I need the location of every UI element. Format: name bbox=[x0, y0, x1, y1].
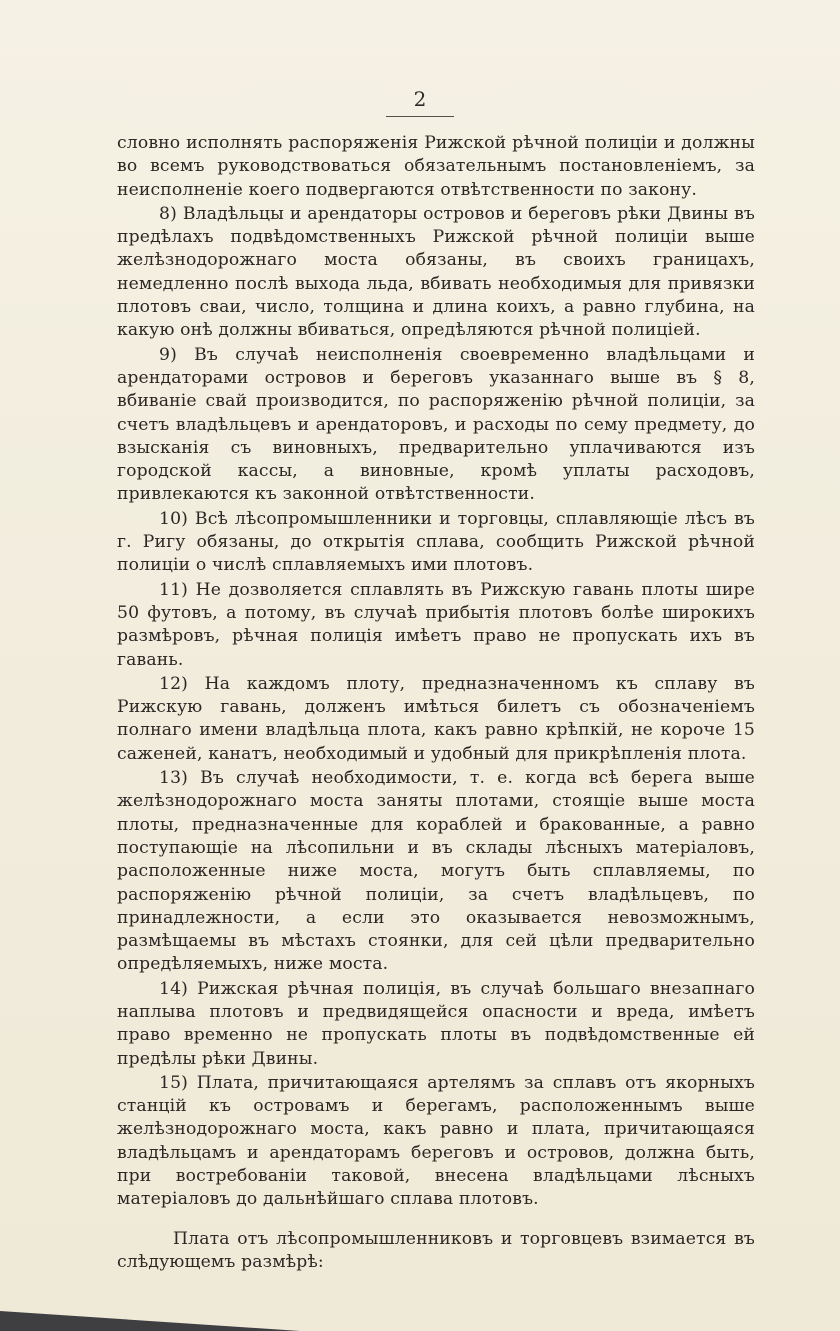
paragraph-13: 13) Въ случаѣ необходимости, т. е. когда всѣ берега выше желѣзнодорожнаго моста заняты плотами, стоящіе выше моста плоты, предназначенные для кораблей и бракованные, а равно поступающіе на лѣсопильни и въ склады лѣсныхъ матеріаловъ, расположенные ниже моста, могутъ быть сплавляемы, по распоряженію рѣчной полиціи, за счетъ владѣльцевъ, по принадлежности, а если это оказывается невозможнымъ, размѣщаемы въ мѣстахъ стоянки, для сей цѣли предварительно опредѣляемыхъ, ниже моста. bbox=[117, 768, 755, 975]
paragraph-11: 11) Не дозволяется сплавлять въ Рижскую гавань плоты шире 50 футовъ, а потому, въ случаѣ прибытія плотовъ болѣе широкихъ размѣровъ, рѣчная полиція имѣетъ право не пропускать ихъ въ гавань. bbox=[117, 579, 755, 670]
header-rule bbox=[386, 116, 454, 117]
paragraph-continuation: словно исполнять распоряженія Рижской рѣчной полиціи и должны во всемъ руководствоваться обязательнымъ постановленіемъ, за неисполненіе коего подвергаются отвѣтственности по закону. bbox=[117, 133, 755, 200]
document-page: 2 словно исполнять распоряженія Рижской рѣчной полиціи и должны во всемъ руководствоваться обязательнымъ постановленіемъ, за неисполненіе коего подвергаются отвѣтственности по закону. 8) Владѣльцы и арендаторы островов и береговъ рѣки Двины въ предѣлахъ подвѣдомственныхъ Рижской рѣчной полиціи выше желѣзнодорожнаго моста обязаны, въ своихъ границахъ, немедленно послѣ выхода льда, вбивать необходимыя для привязки плотовъ сваи, число, толщина и длина коихъ, а равно глубина, на какую онѣ должны вбиваться, опредѣляются рѣчной полиціей. 9) Въ случаѣ неисполненія своевременно владѣльцами и арендаторами островов и береговъ указаннаго выше въ § 8, вбиваніе свай производится, по распоряженію рѣчной полиціи, за счетъ владѣльцевъ и арендаторовъ, и расходы по сему предмету, до взысканія съ виновныхъ, предварительно уплачиваются изъ городской кассы, а виновные, кромѣ уплаты расходовъ, привлекаются къ законной отвѣтственности. 10) Всѣ лѣсопромышленники и торговцы, сплавляющіе лѣсъ въ г. Ригу обязаны, до открытія сплава, сообщить Рижской рѣчной полиціи о числѣ сплавляемыхъ ими плотовъ. 11) Не дозволяется сплавлять въ Рижскую гавань плоты шире 50 футовъ, а потому, въ случаѣ прибытія плотовъ болѣе широкихъ размѣровъ, рѣчная полиція имѣетъ право не пропускать ихъ въ гавань. 12) На каждомъ плоту, предназначенномъ къ сплаву въ Рижскую гавань, долженъ имѣться билетъ съ обозначеніемъ полнаго имени владѣльца плота, какъ равно крѣпкій, не короче 15 саженей, канатъ, необходимый и удобный для прикрѣпленія плота. 13) Въ случаѣ необходимости, т. е. когда всѣ берега выше желѣзнодорожнаго моста заняты плотами, стоящіе выше моста плоты, предназначенные для кораблей и бракованные, а равно поступающіе на лѣсопильни и въ склады лѣсныхъ матеріаловъ, расположенные ниже моста, могутъ быть сплавляемы, по распоряженію рѣчной полиціи, за счетъ владѣльцевъ, по принадлежности, а если это оказывается невозможнымъ, размѣщаемы въ мѣстахъ стоянки, для сей цѣли предварительно опредѣляемыхъ, ниже моста. 14) Рижская рѣчная полиція, въ случаѣ большаго внезапнаго наплыва плотовъ и предвидящейся опасности и вреда, имѣетъ право временно не пропускать плоты въ подвѣдомственные ей предѣлы рѣки Двины. 15) Плата, причитающаяся артелямъ за сплавъ отъ якорныхъ станцій къ островамъ и берегамъ, расположеннымъ выше желѣзнодорожнаго моста, какъ равно и плата, причитающаяся владѣльцамъ и арендаторамъ береговъ и островов, должна быть, при востребованіи таковой, внесена владѣльцами лѣсныхъ матеріаловъ до дальнѣйшаго сплава плотовъ. Плата отъ лѣсопромышленниковъ и торговцевъ взимается въ слѣдующемъ размѣрѣ: bbox=[0, 0, 840, 1331]
paragraph-9: 9) Въ случаѣ неисполненія своевременно владѣльцами и арендаторами островов и береговъ указаннаго выше въ § 8, вбиваніе свай производится, по распоряженію рѣчной полиціи, за счетъ владѣльцевъ и арендаторовъ, и расходы по сему предмету, до взысканія съ виновныхъ, предварительно уплачиваются изъ городской кассы, а виновные, кромѣ уплаты расходовъ, привлекаются къ законной отвѣтственности. bbox=[117, 344, 755, 505]
body-text bbox=[117, 132, 755, 1274]
paragraph-8: 8) Владѣльцы и арендаторы островов и береговъ рѣки Двины въ предѣлахъ подвѣдомственныхъ Рижской рѣчной полиціи выше желѣзнодорожнаго моста обязаны, въ своихъ границахъ, немедленно послѣ выхода льда, вбивать необходимыя для привязки плотовъ сваи, число, толщина и длина коихъ, а равно глубина, на какую онѣ должны вбиваться, опредѣляются рѣчной полиціей. bbox=[117, 203, 755, 341]
paragraph-12: 12) На каждомъ плоту, предназначенномъ къ сплаву въ Рижскую гавань, долженъ имѣться билетъ съ обозначеніемъ полнаго имени владѣльца плота, какъ равно крѣпкій, не короче 15 саженей, канатъ, необходимый и удобный для прикрѣпленія плота. bbox=[117, 673, 755, 764]
paragraph-14: 14) Рижская рѣчная полиція, въ случаѣ большаго внезапнаго наплыва плотовъ и предвидящейся опасности и вреда, имѣетъ право временно не пропускать плоты въ подвѣдомственные ей предѣлы рѣки Двины. bbox=[117, 978, 755, 1069]
scan-corner-shadow bbox=[0, 1311, 300, 1331]
paragraph-15: 15) Плата, причитающаяся артелямъ за сплавъ отъ якорныхъ станцій къ островамъ и берегамъ, расположеннымъ выше желѣзнодорожнаго моста, какъ равно и плата, причитающаяся владѣльцамъ и арендаторамъ береговъ и островов, должна быть, при востребованіи таковой, внесена владѣльцами лѣсныхъ матеріаловъ до дальнѣйшаго сплава плотовъ. bbox=[117, 1072, 755, 1210]
paragraph-10: 10) Всѣ лѣсопромышленники и торговцы, сплавляющіе лѣсъ въ г. Ригу обязаны, до открытія сплава, сообщить Рижской рѣчной полиціи о числѣ сплавляемыхъ ими плотовъ. bbox=[117, 508, 755, 576]
paragraph-payment: Плата отъ лѣсопромышленниковъ и торговцевъ взимается въ слѣдующемъ размѣрѣ: bbox=[117, 1228, 755, 1272]
